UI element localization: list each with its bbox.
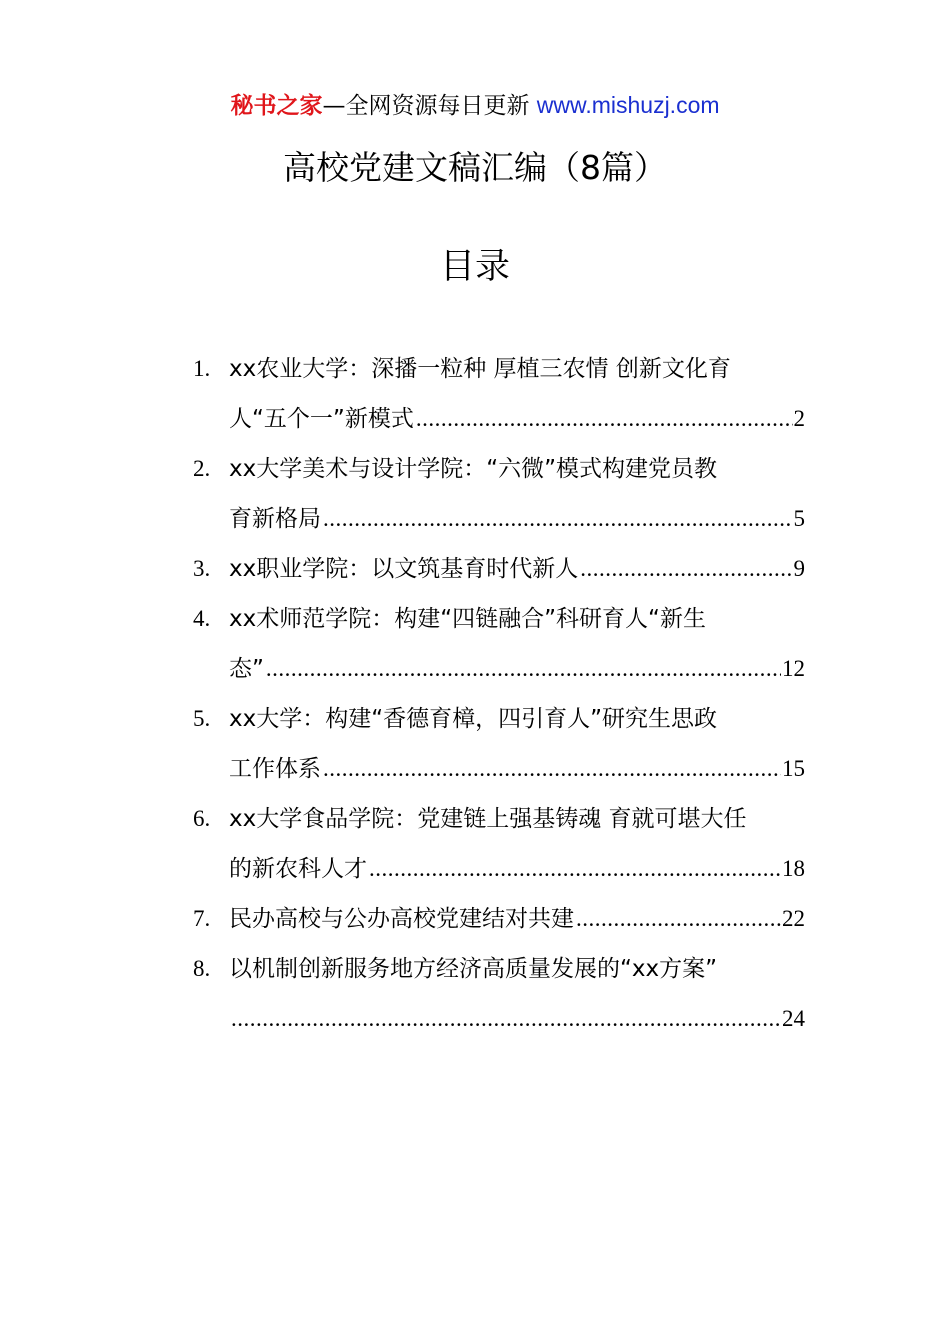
banner-brand: 秘书之家 bbox=[230, 93, 323, 119]
toc-entry-title-line1: 以机制创新服务地方经济高质量发展的“xx方案” bbox=[229, 956, 718, 982]
toc-entry-4[interactable] bbox=[193, 594, 805, 694]
banner-slogan: —全网资源每日更新 bbox=[322, 93, 530, 119]
banner-url-link[interactable]: www.mishuzj.com bbox=[536, 92, 720, 118]
toc-entry-number: 6. bbox=[193, 806, 211, 831]
toc-entry-title-line2: 工作体系 bbox=[229, 756, 321, 782]
toc-entry-title-line2: 育新格局 bbox=[229, 506, 321, 532]
toc-entry-title-line2: 人“五个一”新模式 bbox=[229, 406, 414, 432]
toc-entry-2[interactable] bbox=[193, 444, 805, 544]
toc-entry-number: 4. bbox=[193, 606, 211, 631]
toc-entry-title-line1: xx大学美术与设计学院：“六微”模式构建党员教 bbox=[229, 456, 718, 482]
toc-entry-number: 7. bbox=[193, 906, 211, 931]
dot-leader bbox=[231, 994, 781, 1044]
toc-entry-1[interactable] bbox=[193, 344, 805, 444]
dot-leader bbox=[416, 394, 793, 444]
dot-leader bbox=[369, 844, 781, 894]
toc-entry-page: 5 bbox=[793, 506, 805, 531]
toc-entry-title-line1: xx大学食品学院：党建链上强基铸魂 育就可堪大任 bbox=[229, 806, 747, 832]
toc-entry-page: 15 bbox=[782, 756, 805, 781]
table-of-contents bbox=[193, 344, 805, 1044]
toc-entry-number: 5. bbox=[193, 706, 211, 731]
dot-leader bbox=[576, 894, 781, 944]
document-title: 高校党建文稿汇编（8篇） bbox=[283, 148, 667, 187]
dot-leader bbox=[323, 494, 793, 544]
toc-entry-page: 18 bbox=[782, 856, 805, 881]
toc-entry-title-line2: 态” bbox=[229, 656, 264, 682]
toc-entry-title-line1: xx农业大学：深播一粒种 厚植三农情 创新文化育 bbox=[229, 356, 731, 382]
toc-entry-page: 22 bbox=[782, 906, 805, 931]
toc-entry-7[interactable] bbox=[193, 894, 805, 944]
toc-entry-8[interactable] bbox=[193, 944, 805, 1044]
dot-leader bbox=[323, 744, 781, 794]
toc-entry-3[interactable] bbox=[193, 544, 805, 594]
toc-entry-title-line1: xx术师范学院：构建“四链融合”科研育人“新生 bbox=[229, 606, 706, 632]
toc-entry-title-line1: xx职业学院：以文筑基育时代新人 bbox=[229, 556, 579, 582]
toc-heading: 目录 bbox=[439, 247, 510, 287]
toc-entry-title-line1: xx大学：构建“香德育樟，四引育人”研究生思政 bbox=[229, 706, 718, 732]
toc-entry-title-line2: 的新农科人才 bbox=[229, 856, 367, 882]
toc-entry-page: 24 bbox=[782, 1006, 805, 1031]
toc-entry-5[interactable] bbox=[193, 694, 805, 794]
toc-entry-number: 2. bbox=[193, 456, 211, 481]
toc-entry-page: 2 bbox=[793, 406, 805, 431]
toc-entry-title-line1: 民办高校与公办高校党建结对共建 bbox=[229, 906, 574, 932]
toc-entry-6[interactable] bbox=[193, 794, 805, 894]
toc-entry-page: 9 bbox=[793, 556, 805, 581]
dot-leader bbox=[580, 544, 792, 594]
toc-entry-number: 8. bbox=[193, 956, 211, 981]
toc-entry-number: 3. bbox=[193, 556, 211, 581]
site-banner bbox=[0, 88, 950, 123]
dot-leader bbox=[266, 644, 781, 694]
toc-entry-page: 12 bbox=[782, 656, 805, 681]
toc-entry-number: 1. bbox=[193, 356, 211, 381]
